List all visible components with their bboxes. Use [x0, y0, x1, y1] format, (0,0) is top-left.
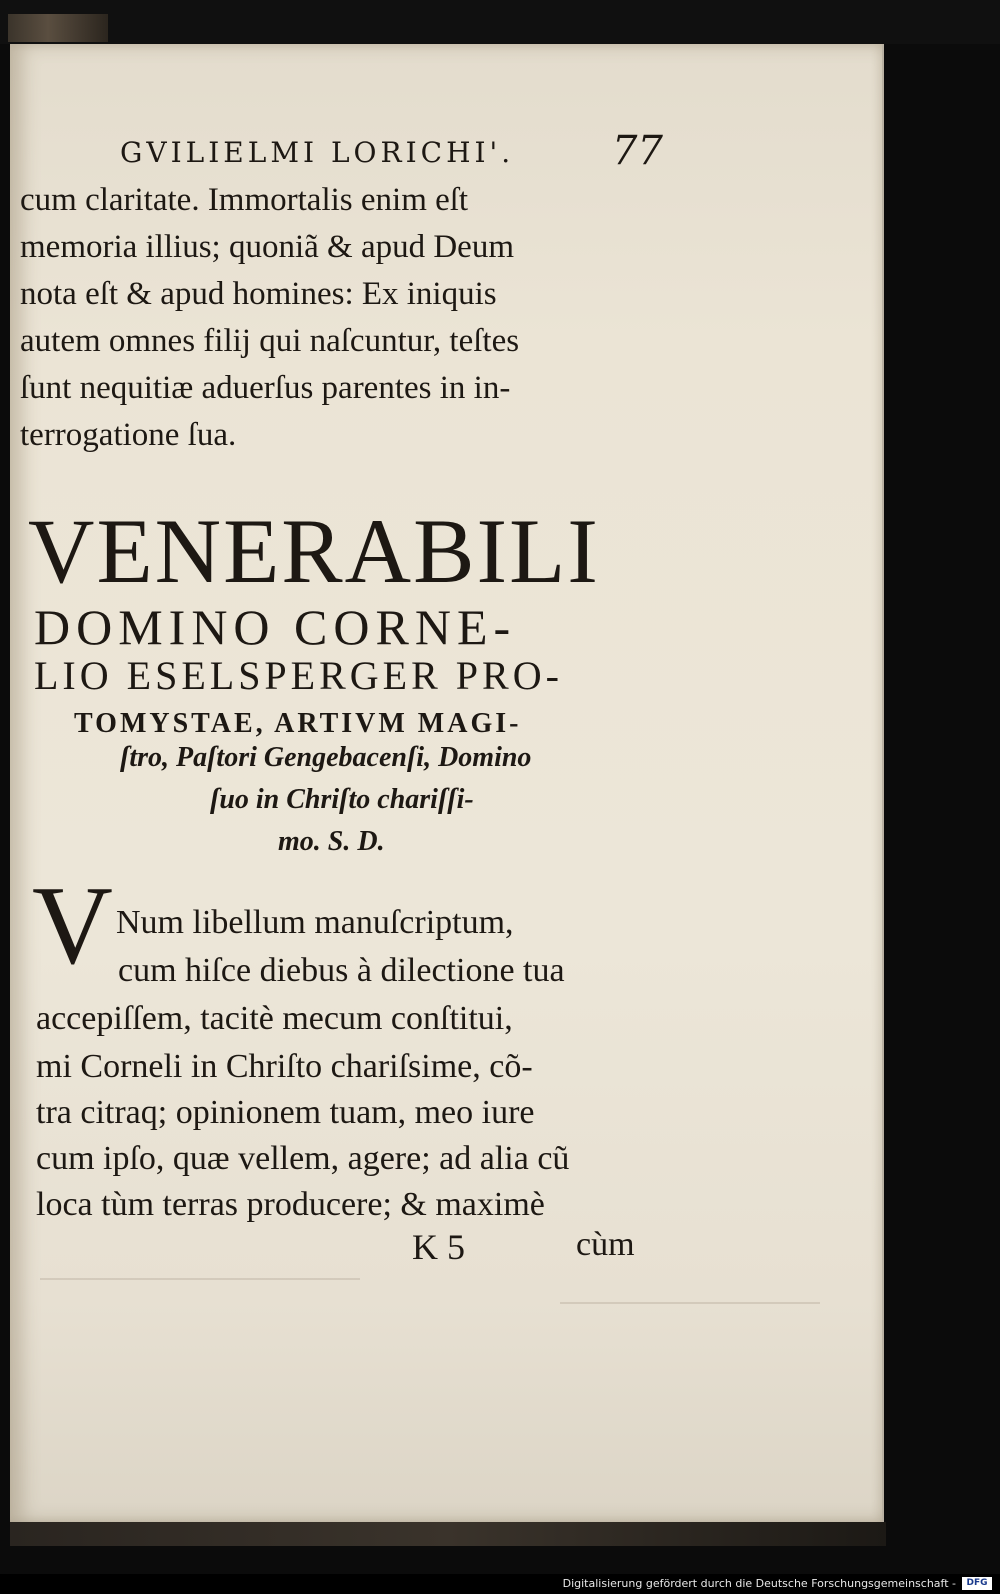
letter-line: loca tùm terras producere; & maximè [36, 1186, 545, 1223]
drop-cap: V [32, 864, 113, 988]
body-line: nota eſt & apud homines: Ex iniquis [20, 276, 497, 312]
letter-line: accepiſſem, tacitè mecum conſtitui, [36, 1000, 513, 1037]
running-head: GVILIELMI LORICHI'. [120, 136, 515, 169]
body-line: cum claritate. Immortalis enim eſt [20, 182, 469, 218]
dedication-title-line: LIO ESELSPERGER PRO- [34, 653, 563, 698]
body-line: ſunt nequitiæ aduerſus parentes in in- [20, 370, 511, 406]
body-line: terrogatione ſua. [20, 417, 237, 453]
letter-line: cum hiſce diebus à dilectione tua [118, 952, 565, 989]
dfg-logo: DFG [962, 1577, 992, 1590]
page-number: 77 [612, 128, 663, 174]
dedication-title-line: TOMYSTAE, ARTIVM MAGI- [74, 708, 522, 739]
letter-line: Num libellum manuſcriptum, [116, 904, 514, 941]
dedication-title-line: DOMINO CORNE- [34, 599, 517, 655]
dedication-subtitle-line: ſtro, Paſtori Gengebacenſi, Domino [120, 742, 532, 773]
letter-line: mi Corneli in Chriſto chariſsime, cõ- [36, 1048, 533, 1085]
scan-top-border [0, 0, 1000, 44]
letter-line: tra citraq; opinionem tuam, meo iure [36, 1094, 535, 1131]
binding-fragment [8, 14, 108, 42]
dedication-subtitle-line: mo. S. D. [278, 826, 385, 857]
dedication-subtitle-line: ſuo in Chriſto chariſſi- [210, 784, 474, 815]
catchword: cùm [576, 1226, 635, 1263]
footer-bar [0, 1574, 1000, 1594]
body-line: autem omnes filij qui naſcuntur, teſtes [20, 323, 520, 359]
body-line: memoria illius; quoniã & apud Deum [20, 229, 515, 265]
letter-line: cum ipſo, quæ vellem, agere; ad alia cũ [36, 1140, 570, 1177]
signature-mark: K 5 [412, 1227, 465, 1267]
page-bottom-edge [10, 1522, 886, 1546]
show-through-mark [40, 1278, 360, 1280]
dedication-title: VENERABILI [28, 500, 600, 602]
funding-credit: Digitalisierung gefördert durch die Deutsche Forschungsgemeinschaft - [562, 1577, 956, 1590]
show-through-mark [560, 1302, 820, 1304]
